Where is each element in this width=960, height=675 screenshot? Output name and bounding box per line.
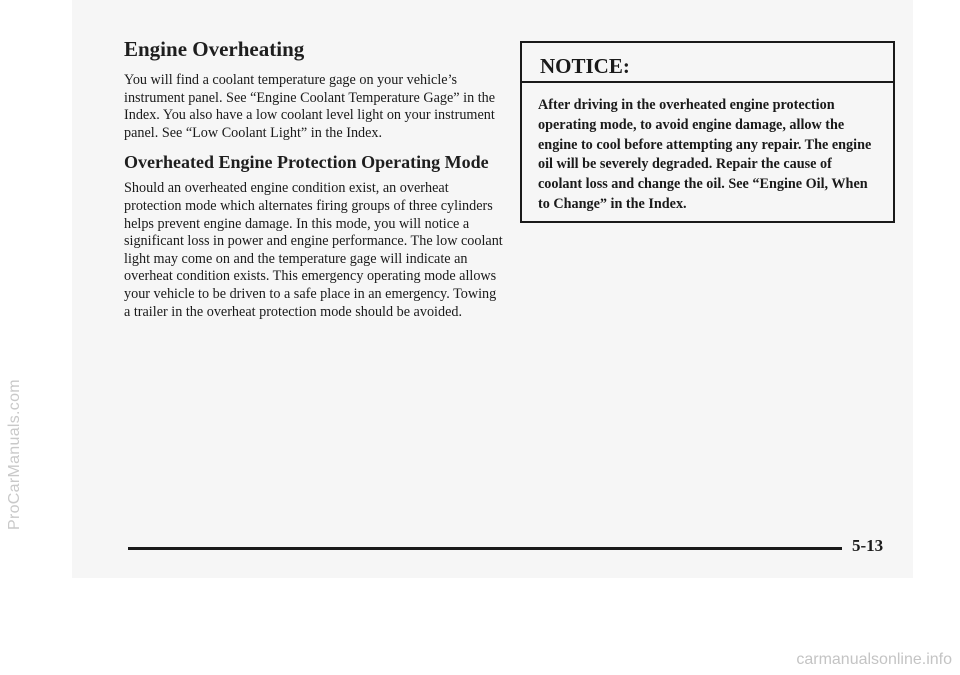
heading-engine-overheating: Engine Overheating: [124, 37, 305, 61]
paragraph-overheated-engine-protection: Should an overheated engine condition exist, an overheat protection mode which alternates firing groups of three cylinders helps prevent engine damage. In this mode, you will notice a significant loss in power and engine performance. The low coolant light may come on and the temperature gage will indicate an overheat condition exists. This emergency operating mode allows your vehicle to be driven to a safe place in an emergency. Towing a trailer in the overheat protection mode should be avoided.: [124, 180, 503, 320]
page-number: 5-13: [852, 536, 884, 555]
notice-box: [520, 41, 895, 223]
notice-title: NOTICE:: [522, 43, 893, 83]
left-column: [124, 36, 504, 321]
footer-rule: [128, 547, 842, 550]
notice-body: After driving in the overheated engine protection operating mode, to avoid engine damage, allow the engine to cool before attempting any repair. The engine oil will be severely degraded. Repair the cause of coolant loss and change the oil. See “Engine Oil, When to Change” in the Index.: [538, 97, 872, 212]
watermark-carmanualsonline: carmanualsonline.info: [796, 651, 952, 668]
paragraph-engine-overheating: You will find a coolant temperature gage on your vehicle’s instrument panel. See “Engine Coolant Temperature Gage” in the Index. You also have a low coolant level light on your instrument panel. See “Low Coolant Light” in the Index.: [124, 72, 496, 141]
watermark-procarmanuals: ProCarManuals.com: [6, 379, 23, 530]
heading-overheated-engine-protection: Overheated Engine Protection Operating Mode: [124, 152, 489, 173]
